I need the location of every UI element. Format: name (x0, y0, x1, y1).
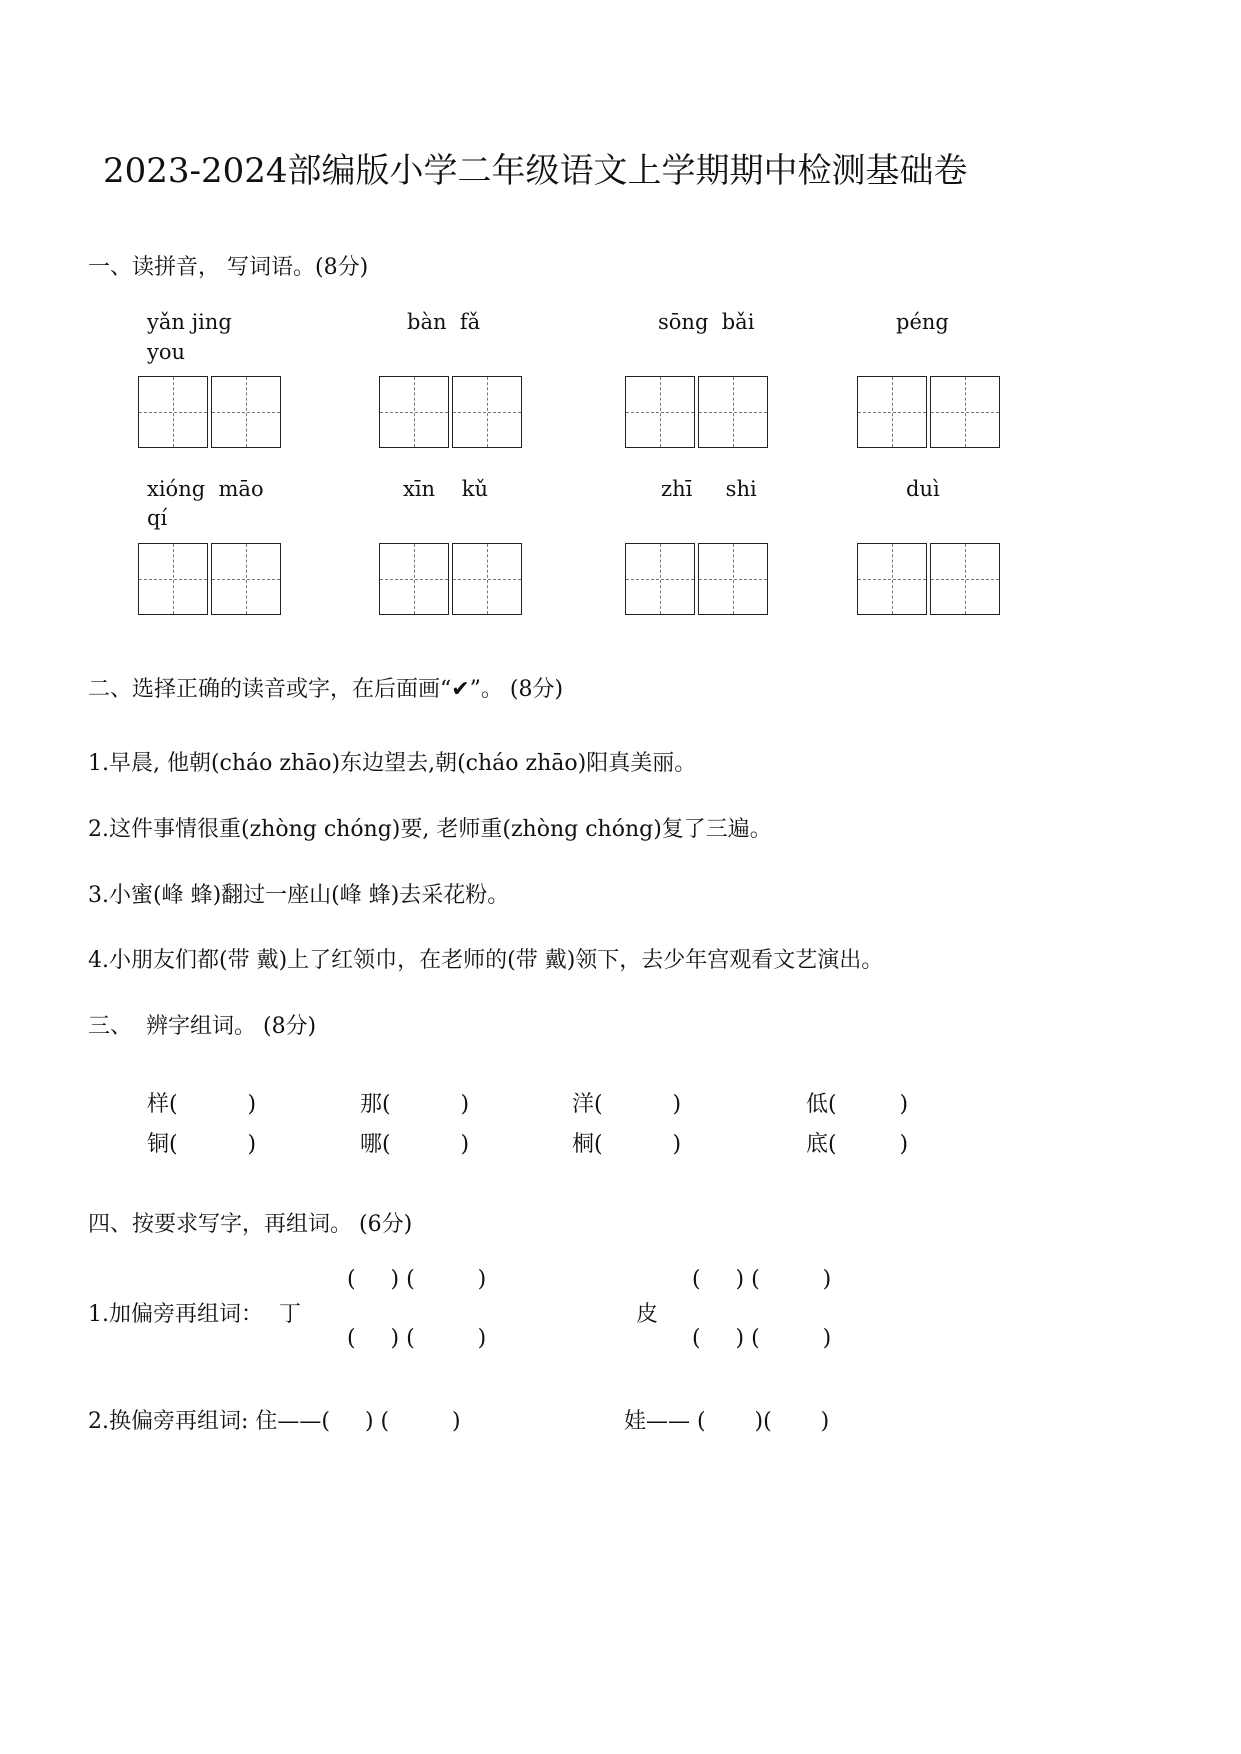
pinyin-5: xióng māo (147, 477, 264, 501)
writing-grid-8[interactable] (857, 543, 1003, 615)
writing-grid-1[interactable] (138, 376, 284, 448)
base-char-pi: 皮 (636, 1302, 659, 1327)
word-item-1: 样( ) (147, 1092, 257, 1117)
section-4-heading: 四、按要求写字，再组词。 (6分) (88, 1212, 413, 1237)
pinyin-6: xīn kǔ (403, 477, 489, 501)
word-item-7: 桐( ) (572, 1132, 682, 1157)
paren-a-bottom: ( ) ( ) (347, 1326, 487, 1351)
pinyin-7: zhī shi (661, 477, 757, 501)
section-1-heading: 一、读拼音， 写词语。(8分) (88, 255, 369, 280)
word-item-8: 底( ) (806, 1132, 909, 1157)
pinyin-2: bàn fǎ (407, 310, 481, 334)
pinyin-3: sōng bǎi (658, 310, 755, 334)
question-4-1-label: 1.加偏旁再组词： (88, 1302, 263, 1327)
word-item-4: 低( ) (806, 1092, 909, 1117)
writing-grid-7[interactable] (625, 543, 771, 615)
page-title: 2023-2024部编版小学二年级语文上学期期中检测基础卷 (103, 151, 968, 191)
question-2-2: 2.这件事情很重(zhòng chóng)要, 老师重(zhòng chóng)复了三遍。 (88, 817, 772, 842)
pinyin-1: yǎn jing (147, 310, 232, 334)
writing-grid-3[interactable] (625, 376, 771, 448)
word-item-3: 洋( ) (572, 1092, 682, 1117)
writing-grid-4[interactable] (857, 376, 1003, 448)
question-4-2-left: 2.换偏旁再组词: 住——( ) ( ) (88, 1409, 461, 1434)
paren-a-top: ( ) ( ) (347, 1267, 487, 1292)
paren-b-top: ( ) ( ) (692, 1267, 832, 1292)
base-char-ding: 丁 (279, 1302, 302, 1327)
pinyin-4: péng (896, 310, 949, 334)
question-2-1: 1.早晨, 他朝(cháo zhāo)东边望去,朝(cháo zhāo)阳真美丽。 (88, 751, 697, 776)
paren-b-bottom: ( ) ( ) (692, 1326, 832, 1351)
question-2-3: 3.小蜜(峰 蜂)翻过一座山(峰 蜂)去采花粉。 (88, 883, 510, 908)
word-item-6: 哪( ) (360, 1132, 470, 1157)
word-item-2: 那( ) (360, 1092, 470, 1117)
question-4-2-right: 娃—— ( )( ) (624, 1409, 830, 1434)
writing-grid-5[interactable] (138, 543, 284, 615)
section-2-heading: 二、选择正确的读音或字，在后面画“✔”。 (8分) (88, 677, 564, 702)
pinyin-1-cont: you (147, 340, 186, 364)
pinyin-5-cont: qí (147, 506, 168, 530)
writing-grid-6[interactable] (379, 543, 525, 615)
pinyin-8: duì (906, 477, 940, 501)
word-item-5: 铜( ) (147, 1132, 257, 1157)
question-2-4: 4.小朋友们都(带 戴)上了红领巾，在老师的(带 戴)领下，去少年宫观看文艺演出。 (88, 948, 884, 973)
section-3-heading: 三、 辨字组词。 (8分) (88, 1014, 317, 1039)
writing-grid-2[interactable] (379, 376, 525, 448)
